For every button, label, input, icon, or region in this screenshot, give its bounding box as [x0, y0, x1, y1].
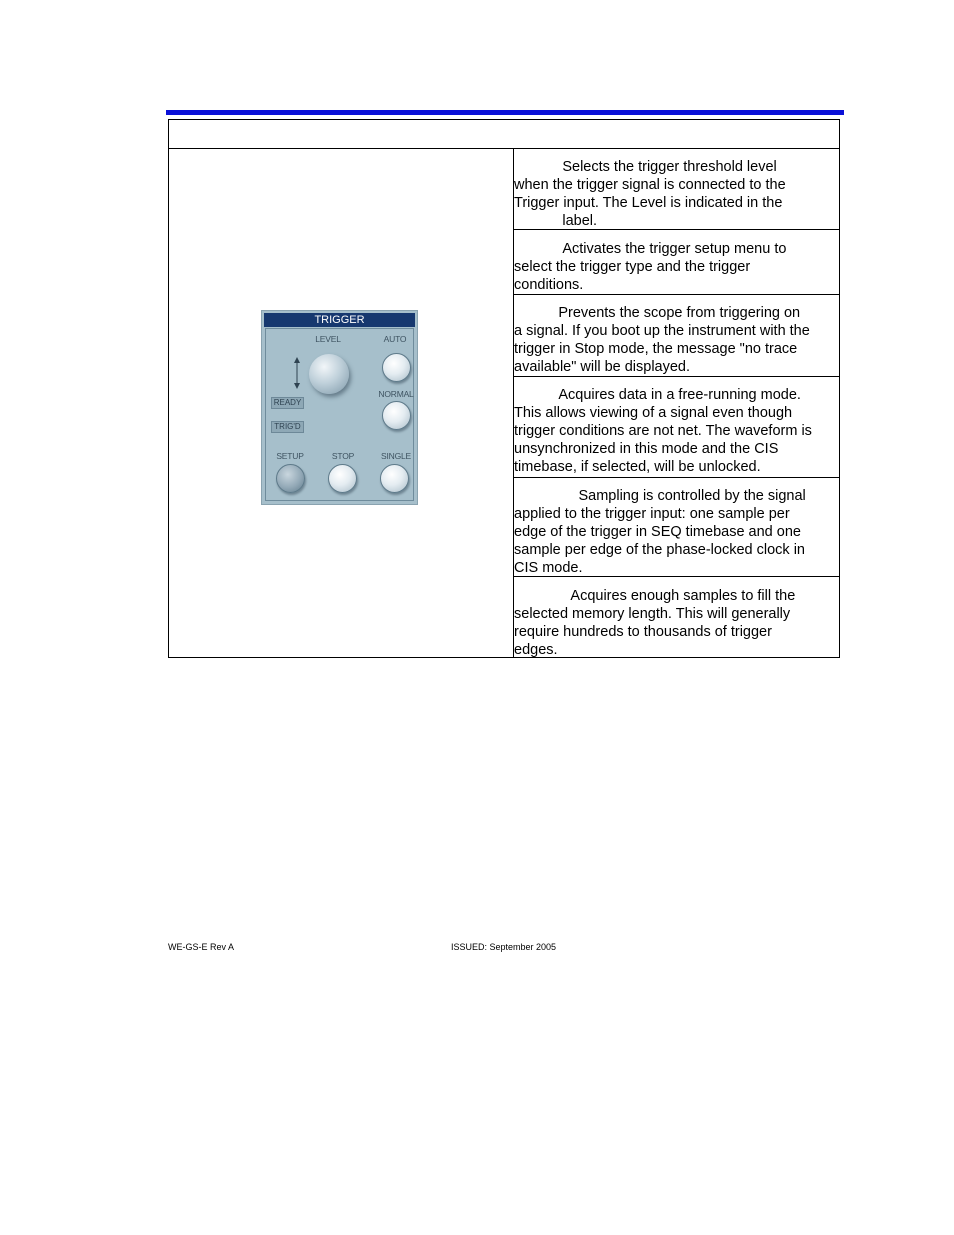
- stop-description-cell: [514, 295, 839, 377]
- setup-description-cell: [514, 230, 839, 295]
- trigger-controls-table: [168, 119, 840, 658]
- level-label: LEVEL: [315, 334, 341, 344]
- setup-button[interactable]: [276, 464, 305, 493]
- auto-description: Acquires data in a free-running mode. This allows viewing of a signal even though trigger conditions are not net. The waveform is unsynchronized in this mode and the CIS timebase, if selected, will be unlocked.: [514, 387, 812, 475]
- trigd-indicator: TRIG'D: [271, 421, 304, 433]
- single-label: SINGLE: [381, 451, 411, 461]
- level-description-cell: [514, 148, 839, 230]
- auto-label: AUTO: [383, 334, 407, 344]
- single-description-cell: [514, 577, 839, 657]
- panel-image-cell: [169, 148, 514, 657]
- normal-button[interactable]: [382, 401, 411, 430]
- stop-label: STOP: [331, 451, 355, 461]
- normal-description-cell: [514, 478, 839, 577]
- normal-label: NORMAL: [378, 389, 414, 399]
- header-rule: [166, 110, 844, 115]
- single-button[interactable]: [380, 464, 409, 493]
- setup-label: SETUP: [276, 451, 304, 461]
- single-description: Acquires enough samples to fill the selected memory length. This will generally require hundreds to thousands of trigger edges.: [514, 588, 796, 658]
- trigger-panel-body: [265, 328, 414, 501]
- level-description: Selects the trigger threshold level when the trigger signal is connected to the Trigger input. The Level is indicated in the label.: [514, 159, 786, 229]
- ready-indicator: READY: [271, 397, 304, 409]
- auto-button[interactable]: [382, 353, 411, 382]
- trigger-panel-image: [261, 310, 418, 505]
- table-header-row: [169, 120, 839, 149]
- normal-description: Sampling is controlled by the signal applied to the trigger input: one sample per edge of the trigger in SEQ timebase and one sample per edge of the phase-locked clock in CIS mode.: [514, 488, 806, 576]
- auto-description-cell: [514, 377, 839, 478]
- stop-button[interactable]: [328, 464, 357, 493]
- footer-revision: WE-GS-E Rev A: [168, 942, 235, 952]
- trigger-panel-title: TRIGGER: [264, 313, 415, 327]
- setup-description: Activates the trigger setup menu to select the trigger type and the trigger conditions.: [514, 241, 787, 293]
- footer-issued-date: ISSUED: September 2005: [451, 942, 557, 952]
- level-arrows-icon: [292, 356, 302, 390]
- level-knob[interactable]: [309, 354, 349, 394]
- stop-description: Prevents the scope from triggering on a signal. If you boot up the instrument with the trigger in Stop mode, the message "no trace available" will be displayed.: [514, 305, 810, 375]
